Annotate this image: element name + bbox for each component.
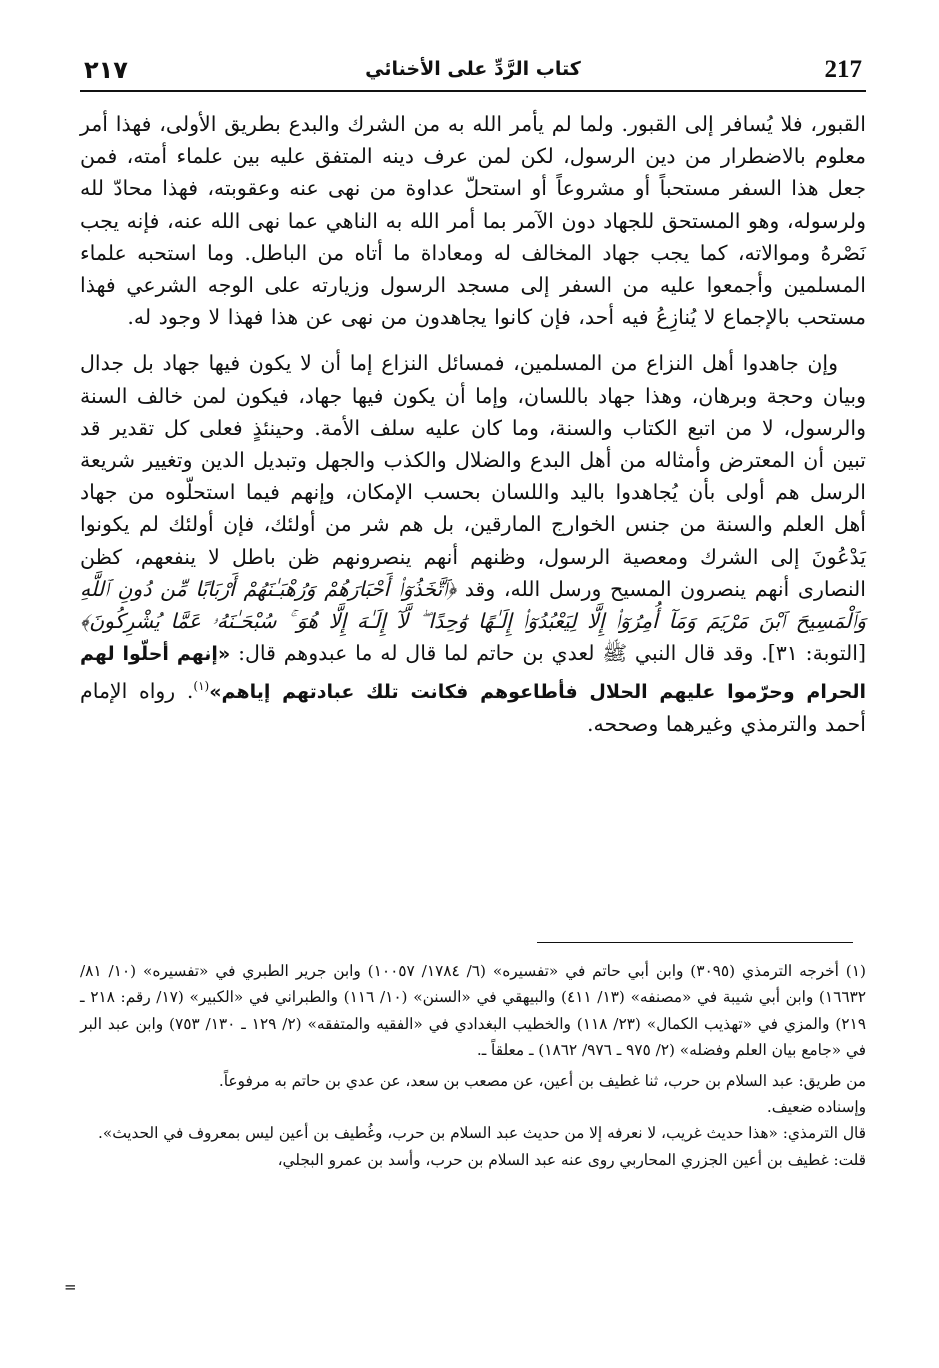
paragraph-2-ending: . رواه الإمام أحمد والترمذي وغيرهما وصححه. [80,679,866,737]
footnotes [80,958,866,1173]
paragraph-2 [80,347,866,740]
verse-reference: [التوبة: ٣١]. وقد قال النبي ﷺ لعدي بن حاتم لما قال له ما عبدوهم قال: [238,641,866,666]
page-header [80,50,866,92]
continuation-mark: = [64,1278,77,1296]
quran-verse: ﴿ٱتَّخَذُوٓا۟ أَحْبَارَهُمْ وَرُهْبَـٰنَهُمْ أَرْبَابًا مِّن دُونِ ٱللَّهِ وَٱلْمَسِيحَ ٱبْنَ مَرْيَمَ وَمَآ أُمِرُوٓا۟ إِلَّا لِيَعْبُدُوٓا۟ إِلَـٰهًا وَٰحِدًا ۖ لَّآ إِلَـٰهَ إِلَّا هُوَ ۚ سُبْحَـٰنَهُۥ عَمَّا يُشْرِكُونَ﴾ [80,576,866,634]
footnote-grading: وإسناده ضعيف. [766,1098,866,1117]
page-number-latin: 217 [824,56,862,83]
footnote-tirmidhi-note: قال الترمذي: «هذا حديث غريب، لا نعرفه إلا من حديث عبد السلام بن حرب، وغُطيف بن أعين ليس بمعروف في الحديث». [98,1124,866,1143]
paragraph-2-text: وإن جاهدوا أهل النزاع من المسلمين، فمسائل النزاع إما أن لا يكون فيها جهاد بل جدال وبيان وحجة وبرهان، وهذا جهاد باللسان، وإما أن يكون فيها جهاد، فيكون لمن خالف السنة والرسول، لا من اتبع الكتاب والسنة، وما كان عليه سلف الأمة. وحينئذٍ فعلى كل تقدير قد تبين أن المعترض وأمثاله من أهل البدع والضلال والكذب والجهل وتبديل الدين وتغيير شريعة الرسل هم أولى بأن يُجاهدوا باليد واللسان بحسب الإمكان، وإنهم فيما استحلّوه من جهاد أهل العلم والسنة من جنس الخوارج المارقين، بل هم شر من أولئك، فإن أولئك لم يكونوا يَدْعُونَ إلى الشرك ومعصية الرسول، وظنهم أنهم ينصرونهم ظن باطل لا ينفعهم، كظن النصارى أنهم ينصرون المسيح ورسل الله، وقد [80,351,866,601]
footnote-marker: (١) [193,679,210,694]
paragraph-1: القبور، فلا يُسافر إلى القبور. ولما لم يأمر الله به من الشرك والبدع بطريق الأولى، فهذا أمر معلوم بالاضطرار من دين الرسول، لكن لمن عرف دينه المتفق عليه بين علماء أمته، فمن جعل هذا السفر مستحباً أو مشروعاً أو استحلّ عداوة من نهى عنه وعقوبته، فهذا محادّ لله ولرسوله، وهو المستحق للجهاد دون الآمر بما أمر الله به الناهي عما نهى الله عنه، فإنه يجب نَصْرهُ وموالاته، كما يجب جهاد المخالف له ومعاداة ما أتاه من الباطل. وما استحبه علماء المسلمين وأجمعوا عليه من السفر إلى مسجد الرسول وزيارته على الوجه الشرعي فهذا مستحب بالإجماع لا يُنازِعُ فيه أحد، فإن كانوا يجاهدون من نهى عن هذا فهذا لا وجود له. [80,112,866,330]
footnote-chain: من طريق: عبد السلام بن حرب، ثنا غطيف بن أعين، عن مصعب بن سعد، عن عدي بن حاتم به مرفوعاً. [218,1071,866,1090]
hadith-quote: «إنهم أحلّوا لهم الحرام وحرّموا عليهم الحلال فأطاعوهم فكانت تلك عبادتهم إياهم» [80,643,867,704]
footnote-separator [537,942,853,943]
page-number-arabic: ٢١٧ [84,56,128,84]
footnote-comment: قلت: غطيف بن أعين الجزري المحاربي روى عنه عبد السلام بن حرب، وأسد بن عمرو البجلي، [277,1150,866,1169]
main-text [80,108,866,741]
footnote-1: (١) أخرجه الترمذي (٣٠٩٥) وابن أبي حاتم في «تفسيره» (٦/ ١٧٨٤/ ١٠٠٥٧) وابن جرير الطبري في «تفسيره» (١٠/ ٨١/ ١٦٦٣٢) وابن أبي شيبة في «مصنفه» (١٣/ ٤١١) والبيهقي في «السنن» (١٠/ ١١٦) والطبراني في «الكبير» (١٧/ رقم: ٢١٨ ـ ٢١٩) والمزي في «تهذيب الكمال» (٢٣/ ١١٨) والخطيب البغدادي في «الفقيه والمتفقه» (٢/ ١٢٩ ـ ١٣٠/ ٧٥٣) وابن عبد البر في «جامع بيان العلم وفضله» (٢/ ٩٧٥ ـ ٩٧٦/ ١٨٦٢) ـ معلقاً ـ. [80,962,866,1060]
running-title: كتاب الرَّدِّ على الأخنائي [365,58,581,80]
